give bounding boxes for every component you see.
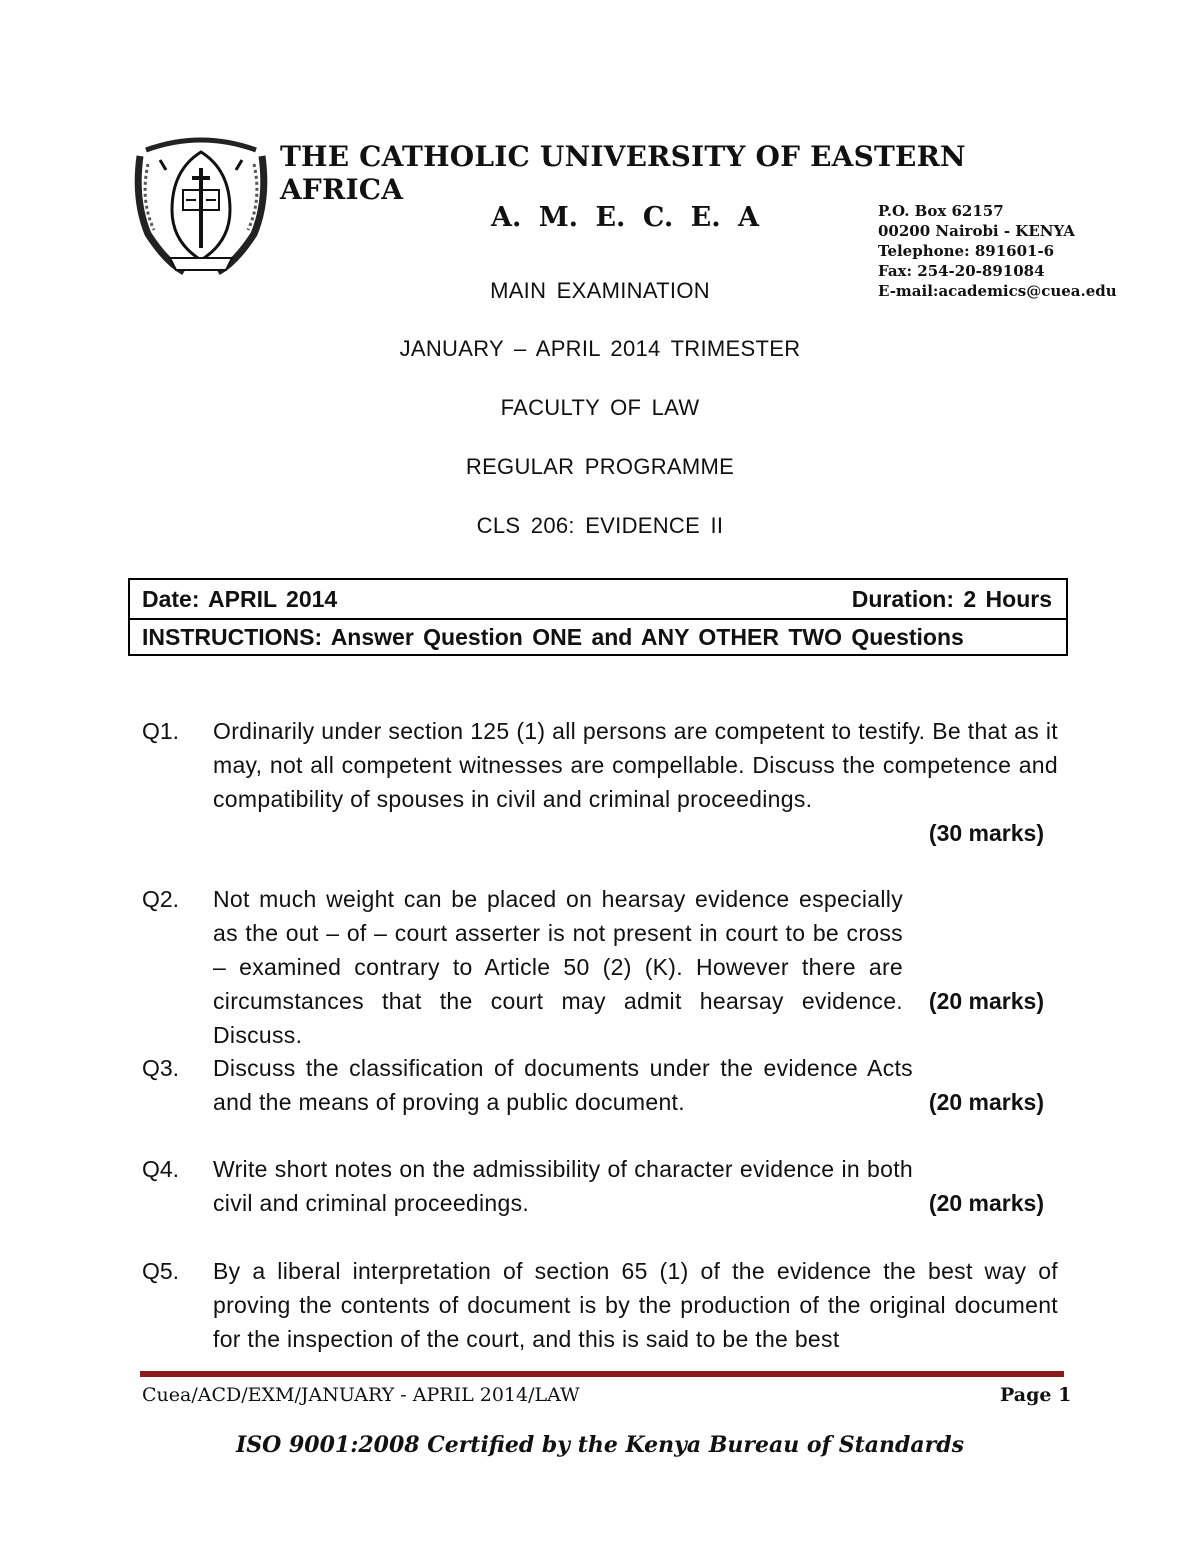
footer-divider (140, 1371, 1064, 1377)
question-number: Q3. (142, 1055, 180, 1081)
question-marks: (20 marks) (928, 1190, 1044, 1216)
question-marks: (20 marks) (928, 1089, 1044, 1115)
question-number: Q1. (142, 718, 180, 744)
exam-date: Date: APRIL 2014 (142, 586, 338, 612)
question-4 (142, 1152, 1062, 1220)
faculty: FACULTY OF LAW (500, 395, 700, 420)
trimester: JANUARY – APRIL 2014 TRIMESTER (399, 336, 801, 361)
question-number: Q5. (142, 1258, 180, 1284)
question-1 (142, 714, 1062, 850)
question-text: Not much weight can be placed on hearsay evidence especially as the out – of – court asserter is not present in court to be cross – examined contrary to Article 50 (2) (K). However there are circumstances that the court may admit hearsay evidence. Discuss. (213, 886, 903, 1048)
university-name: THE CATHOLIC UNIVERSITY OF EASTERN AFRICA (280, 140, 966, 206)
date-duration-row (130, 580, 1066, 620)
question-5 (142, 1254, 1062, 1356)
question-text: Ordinarily under section 125 (1) all persons are competent to testify. Be that as it may, not all competent witnesses are compellable. Discuss the competence and compatibility of spouses in civil and criminal proceedings. (213, 718, 1058, 812)
question-text: Discuss the classification of documents under the evidence Acts and the means of proving a public document. (213, 1055, 913, 1115)
instructions-row (130, 618, 1066, 656)
po-box: P.O. Box 62157 (878, 202, 1004, 220)
iso-certification: ISO 9001:2008 Certified by the Kenya Bureau of Standards (235, 1432, 965, 1458)
question-marks: (30 marks) (928, 820, 1044, 846)
exam-duration: Duration: 2 Hours (851, 586, 1052, 612)
postal-address: 00200 Nairobi - KENYA (878, 222, 1075, 240)
question-3 (142, 1051, 1062, 1119)
page-number: Page 1 (1000, 1384, 1072, 1406)
course-title: CLS 206: EVIDENCE II (476, 513, 724, 538)
programme: REGULAR PROGRAMME (465, 454, 735, 479)
email: E-mail:academics@cuea.edu (878, 282, 1117, 300)
question-marks: (20 marks) (928, 988, 1044, 1014)
amecea-heading: A. M. E. C. E. A (491, 202, 759, 233)
instructions: INSTRUCTIONS: Answer Question ONE and ANY OTHER TWO Questions (142, 624, 964, 650)
telephone: Telephone: 891601-6 (878, 242, 1055, 260)
question-number: Q2. (142, 886, 180, 912)
document-reference: Cuea/ACD/EXM/JANUARY - APRIL 2014/LAW (142, 1384, 580, 1406)
question-text: By a liberal interpretation of section 65 (1) of the evidence the best way of proving the contents of document is by the production of the original document for the inspection of the court, and this is said to be the best (213, 1258, 1058, 1352)
exam-info-box (128, 578, 1068, 656)
fax: Fax: 254-20-891084 (878, 262, 1045, 280)
question-2 (142, 882, 1062, 1048)
question-text: Write short notes on the admissibility of character evidence in both civil and criminal proceedings. (213, 1156, 913, 1216)
exam-type: MAIN EXAMINATION (490, 278, 710, 303)
question-number: Q4. (142, 1156, 180, 1182)
